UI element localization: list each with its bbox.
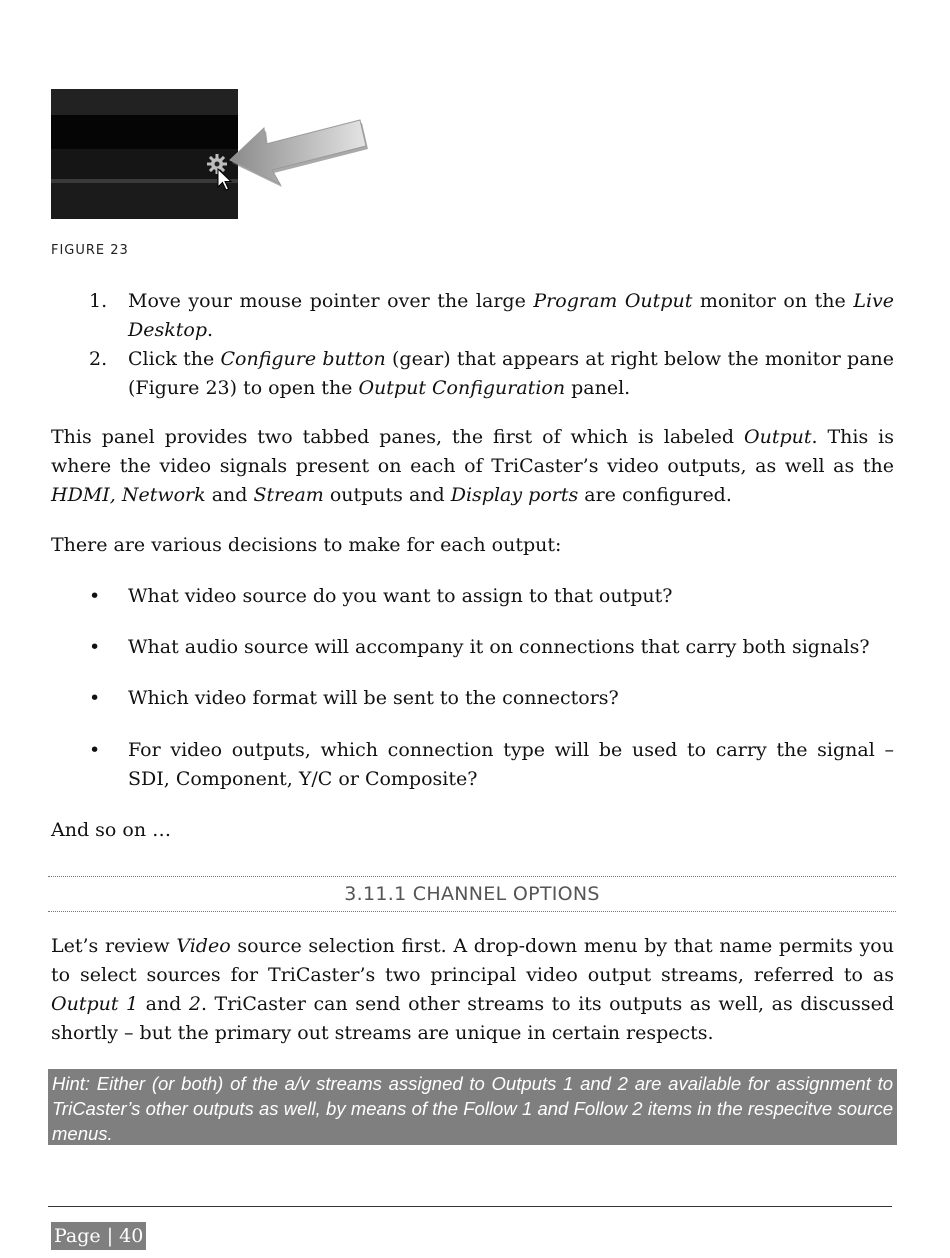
footer-rule (48, 1206, 892, 1207)
bullet-marker: • (89, 739, 101, 761)
bullet-text: What audio source will accompany it on connections that carry both signals? (128, 636, 870, 658)
hint-box: Hint: Either (or both) of the a/v streams assigned to Outputs 1 and 2 are available for assignment to TriCaster’s other outputs as well, by means of the Follow 1 and Follow 2 items in the respecitve source menus. (48, 1069, 897, 1145)
section-title: 3.11.1 CHANNEL OPTIONS (344, 883, 600, 905)
step-text: Move your mouse pointer over the large Program Output monitor on the Live Desktop. (128, 290, 894, 341)
step-text: Click the Configure button (gear) that appears at right below the monitor pane (Figure 23) to open the Output Configuration panel. (128, 348, 895, 399)
figure-caption: FIGURE 23 (51, 243, 129, 258)
bullet-text: What video source do you want to assign to that output? (128, 585, 673, 607)
bullet-marker: • (89, 636, 101, 658)
decisions-lead: There are various decisions to make for each output: (51, 534, 562, 556)
bullet-text: Which video format will be sent to the connectors? (128, 687, 619, 709)
pointer-arrow-icon (228, 116, 368, 188)
and-so-on: And so on … (51, 819, 172, 841)
monitor-bezel-top (51, 89, 238, 115)
step-number: 1. (89, 290, 108, 312)
page-number: Page | 40 (51, 1222, 146, 1250)
bullet-marker: • (89, 585, 101, 607)
section-heading (48, 876, 896, 912)
monitor-bezel-bottom (51, 183, 238, 219)
step-number: 2. (89, 348, 108, 370)
bullet-marker: • (89, 687, 101, 709)
bullet-text: For video outputs, which connection type will be used to carry the signal – SDI, Component, Y/C or Composite? (128, 739, 894, 790)
figure-23-image (51, 89, 238, 219)
monitor-pane (51, 115, 238, 149)
intro-paragraph: This panel provides two tabbed panes, the first of which is labeled Output. This is where the video signals present on each of TriCaster’s video outputs, as well as the HDMI, Network and Stream outputs and Display ports are configured. (51, 426, 894, 506)
review-paragraph: Let’s review Video source selection first. A drop-down menu by that name permits you to select sources for TriCaster’s two principal video output streams, referred to as Output 1 and 2. TriCaster can send other streams to its outputs as well, as discussed shortly – but the primary out streams are unique in certain respects. (51, 935, 894, 1044)
